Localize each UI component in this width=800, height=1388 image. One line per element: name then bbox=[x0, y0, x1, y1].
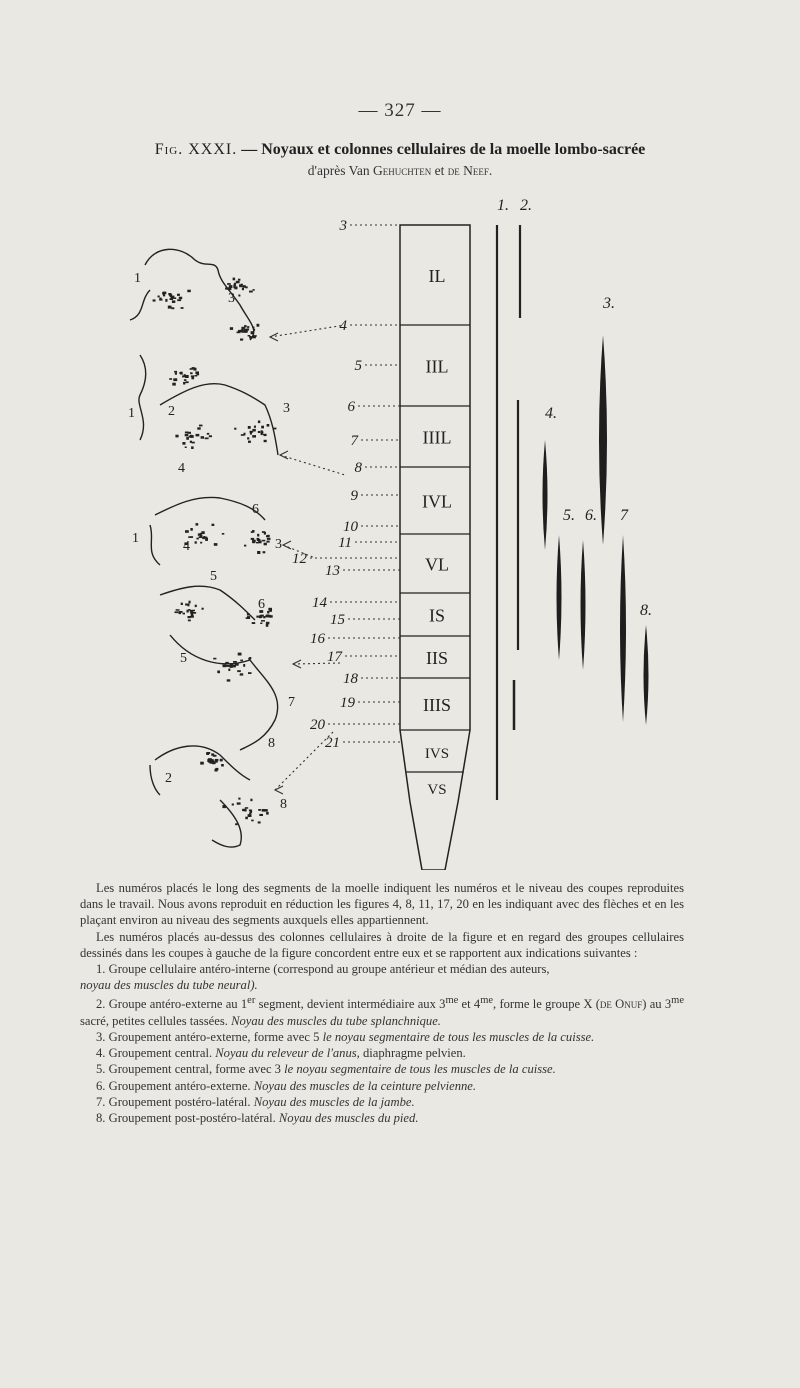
cell-speck bbox=[267, 541, 270, 543]
cell-speck bbox=[273, 428, 277, 430]
cell-speck bbox=[205, 438, 209, 440]
cell-speck bbox=[249, 810, 252, 812]
cell-speck bbox=[238, 798, 240, 800]
cell-speck bbox=[248, 426, 251, 429]
section-group-number: 8 bbox=[280, 797, 287, 812]
cell-speck bbox=[180, 611, 183, 613]
cell-speck bbox=[259, 814, 263, 816]
cell-speck bbox=[266, 535, 270, 537]
cell-speck bbox=[251, 331, 254, 334]
cell-speck bbox=[257, 534, 259, 537]
cell-speck bbox=[258, 421, 260, 424]
section-group-number: 5 bbox=[180, 651, 187, 666]
cell-speck bbox=[187, 432, 191, 434]
cell-speck bbox=[213, 755, 217, 757]
cell-speck bbox=[192, 442, 195, 444]
cell-speck bbox=[226, 665, 230, 667]
cell-speck bbox=[252, 327, 254, 329]
cell-speck bbox=[205, 538, 208, 541]
section-group-number: 3 bbox=[283, 401, 290, 416]
cell-column-6 bbox=[581, 540, 586, 670]
section-arrow bbox=[270, 325, 345, 337]
cell-speck bbox=[250, 811, 252, 813]
cell-speck bbox=[200, 535, 202, 537]
cell-speck bbox=[190, 372, 193, 374]
segment-label: VL bbox=[425, 554, 449, 575]
caption-paragraph-1: Les numéros placés le long des segments de la moelle indiquent les numéros et le niveau des coupes reproduites dans le travail. Nous avons reproduit en réduction les figures 4, 8, 11, 17, 20 en les indiquant avec des flèches et en les plaçant environ au niveau des segments auxquels elles appartiennent. bbox=[80, 881, 684, 928]
cell-speck bbox=[241, 434, 245, 436]
segment-level-numbers bbox=[292, 218, 400, 751]
section-outline bbox=[160, 384, 278, 455]
cell-speck bbox=[267, 615, 271, 617]
cell-speck bbox=[238, 653, 242, 656]
legend-item-5: 5. Groupement central, forme avec 3 le noyau segmentaire de tous les muscles de la cuisse. bbox=[96, 1062, 556, 1077]
cell-speck bbox=[168, 306, 172, 309]
segment-level-number: 14 bbox=[312, 595, 327, 611]
segment-level-number: 16 bbox=[310, 631, 325, 647]
legend-item-2: 2. Groupe antéro-externe au 1er segment, devient intermédiaire aux $3^{me}$ et $4^{me}$, forme le groupe X (de Onuf) au $3^{me}$ sacré, petites cellules tassées. Noyau des muscles du tube splanchnique. bbox=[80, 995, 684, 1028]
cell-speck bbox=[240, 660, 243, 662]
cell-speck bbox=[185, 447, 187, 449]
segment-label: IIIS bbox=[423, 695, 451, 715]
cell-column-7 bbox=[620, 535, 626, 722]
segment-level-number: 8 bbox=[354, 460, 362, 476]
cell-speck bbox=[257, 324, 260, 327]
cell-speck bbox=[172, 300, 175, 303]
cell-speck bbox=[260, 615, 262, 618]
cell-speck bbox=[195, 541, 197, 543]
section-outline bbox=[139, 355, 146, 440]
cell-speck bbox=[187, 610, 189, 613]
cell-speck bbox=[253, 289, 255, 291]
cell-speck bbox=[253, 335, 256, 338]
cell-speck bbox=[230, 665, 232, 668]
cell-speck bbox=[170, 295, 173, 297]
cell-speck bbox=[263, 434, 267, 436]
cell-speck bbox=[191, 446, 194, 449]
cell-speck bbox=[186, 381, 189, 383]
segment-label: IVL bbox=[422, 491, 452, 512]
cell-speck bbox=[193, 368, 196, 371]
section-outline bbox=[160, 586, 255, 620]
cell-speck bbox=[165, 299, 167, 302]
cell-speck bbox=[228, 669, 230, 672]
cell-group-speckles bbox=[153, 278, 277, 826]
cell-speck bbox=[175, 611, 179, 613]
segment-level-number: 11 bbox=[338, 535, 352, 551]
cell-speck bbox=[215, 769, 218, 772]
cell-speck bbox=[252, 622, 256, 624]
cell-speck bbox=[221, 764, 224, 767]
cell-speck bbox=[250, 432, 252, 434]
cell-speck bbox=[246, 328, 249, 330]
cell-speck bbox=[176, 609, 180, 611]
cell-speck bbox=[217, 671, 220, 674]
cell-speck bbox=[252, 435, 256, 438]
cell-column-8 bbox=[644, 625, 649, 725]
cell-speck bbox=[247, 613, 250, 615]
section-outline bbox=[150, 765, 160, 795]
author-de-neef: de Neef. bbox=[447, 163, 493, 178]
segment-level-number: 19 bbox=[340, 695, 355, 711]
cell-speck bbox=[225, 288, 229, 290]
cell-speck bbox=[214, 543, 218, 546]
cell-speck bbox=[184, 379, 187, 381]
cell-speck bbox=[159, 299, 162, 301]
cell-speck bbox=[175, 373, 177, 375]
cell-speck bbox=[190, 528, 192, 531]
section-outline bbox=[155, 497, 265, 520]
legend-item-1: 1. Groupe cellulaire antéro-interne (correspond au groupe antérieur et médian des auteurs, noyau des muscles du tube neural). bbox=[80, 962, 550, 993]
legend-item-6: 6. Groupement antéro-externe. Noyau des muscles de la ceinture pelvienne. bbox=[96, 1078, 477, 1093]
cell-speck bbox=[222, 533, 225, 535]
legend-item-8: 8. Groupement post-postéro-latéral. Noyau des muscles du pied. bbox=[96, 1111, 419, 1126]
section-group-number: 1 bbox=[134, 271, 141, 286]
legend-item-3: 3. Groupement antéro-externe, forme avec 5 le noyau segmentaire de tous les muscles de la cuisse. bbox=[96, 1030, 595, 1045]
cell-speck bbox=[182, 442, 185, 445]
cell-speck bbox=[266, 812, 269, 815]
cell-speck bbox=[181, 307, 184, 309]
section-group-number: 1 bbox=[128, 406, 135, 421]
cell-speck bbox=[235, 823, 237, 825]
cell-speck bbox=[237, 332, 241, 334]
cell-speck bbox=[230, 327, 233, 330]
segment-label: IIIL bbox=[422, 427, 452, 448]
cell-speck bbox=[185, 604, 189, 606]
figure-title-text: — Noyaux et colonnes cellulaires de la moelle lombo-sacrée bbox=[241, 141, 646, 158]
cell-speck bbox=[268, 608, 272, 611]
segment-label: IIL bbox=[425, 356, 449, 377]
cord-section-drawings bbox=[130, 249, 278, 847]
cell-speck bbox=[190, 435, 193, 437]
cell-speck bbox=[233, 278, 236, 281]
cell-speck bbox=[196, 538, 199, 540]
cell-speck bbox=[258, 431, 260, 433]
arrow-head bbox=[283, 541, 291, 549]
cell-speck bbox=[197, 427, 200, 429]
cell-speck bbox=[248, 672, 252, 674]
cell-speck bbox=[245, 286, 248, 288]
cell-column-5 bbox=[557, 535, 562, 660]
cell-speck bbox=[258, 821, 261, 823]
cell-speck bbox=[206, 753, 209, 755]
segment-column-outline bbox=[400, 225, 470, 870]
cell-speck bbox=[163, 294, 165, 297]
arrow-head bbox=[275, 786, 283, 794]
cell-column-number: 1. bbox=[497, 197, 509, 214]
segment-level-number: 7 bbox=[350, 433, 358, 449]
cell-speck bbox=[242, 288, 244, 290]
subtitle-and: et bbox=[434, 163, 445, 178]
cell-speck bbox=[215, 759, 218, 761]
cell-speck bbox=[262, 531, 265, 533]
segment-level-number: 21 bbox=[325, 735, 340, 751]
cell-speck bbox=[169, 378, 172, 380]
cell-speck bbox=[195, 605, 197, 607]
cell-speck bbox=[222, 805, 226, 808]
legend-item-7: 7. Groupement postéro-latéral. Noyau des muscles de la jambe. bbox=[96, 1094, 415, 1109]
cell-speck bbox=[247, 326, 249, 328]
figure-title bbox=[70, 141, 730, 159]
cell-speck bbox=[238, 295, 240, 297]
cell-column-3 bbox=[599, 335, 607, 545]
cell-speck bbox=[258, 809, 261, 811]
cell-speck bbox=[177, 294, 180, 296]
cell-speck bbox=[264, 543, 267, 546]
cell-speck bbox=[256, 616, 259, 618]
cell-speck bbox=[190, 368, 193, 370]
segment-label: IVS bbox=[424, 746, 450, 762]
cell-speck bbox=[196, 434, 200, 437]
cell-speck bbox=[264, 440, 267, 442]
cell-speck bbox=[212, 524, 215, 526]
cell-speck bbox=[252, 530, 254, 533]
cell-speck bbox=[153, 299, 156, 301]
cell-speck bbox=[186, 437, 189, 440]
cell-speck bbox=[183, 382, 185, 385]
cell-speck bbox=[253, 329, 255, 331]
cell-speck bbox=[188, 620, 191, 622]
cell-speck bbox=[171, 307, 174, 309]
cell-speck bbox=[261, 620, 265, 622]
cell-speck bbox=[267, 611, 269, 614]
legend-item-4: 4. Groupement central. Noyau du releveur de l'anus, diaphragme pelvien. bbox=[96, 1046, 466, 1061]
cell-speck bbox=[251, 820, 254, 822]
cell-speck bbox=[193, 612, 196, 614]
cell-speck bbox=[196, 523, 199, 526]
arrow-head bbox=[280, 451, 288, 459]
cell-speck bbox=[191, 615, 194, 617]
segment-level-number: 6 bbox=[347, 399, 355, 415]
caption-paragraph-2: Les numéros placés au-dessus des colonnes cellulaires à droite de la figure et en regard des groupes cellulaires dessinés dans les coupes à gauche de la figure concordent entre eux et se rapportent aux indications suivantes : bbox=[80, 929, 684, 960]
cell-column-number: 3. bbox=[603, 295, 615, 312]
cell-speck bbox=[263, 551, 266, 553]
cell-speck bbox=[200, 542, 202, 544]
section-outline bbox=[150, 525, 160, 565]
cell-speck bbox=[254, 426, 256, 428]
cell-speck bbox=[248, 658, 250, 660]
cell-speck bbox=[168, 293, 171, 295]
cell-speck bbox=[234, 428, 236, 430]
cell-speck bbox=[258, 541, 261, 544]
cell-speck bbox=[248, 814, 252, 817]
cell-speck bbox=[238, 279, 241, 281]
section-group-number: 5 bbox=[210, 569, 217, 584]
segment-level-number: 20 bbox=[310, 717, 325, 733]
cell-column-number: 4. bbox=[545, 405, 557, 422]
cell-speck bbox=[245, 807, 248, 809]
cell-columns bbox=[497, 197, 652, 800]
segment-column bbox=[400, 225, 470, 870]
cell-column-number: 2. bbox=[520, 197, 532, 214]
cell-column-number: 8. bbox=[640, 602, 652, 619]
cell-column-4 bbox=[543, 440, 548, 550]
segment-label: IIS bbox=[426, 648, 448, 668]
cell-speck bbox=[223, 665, 227, 668]
segment-level-number: 3 bbox=[339, 218, 347, 234]
segment-level-number: 17 bbox=[327, 649, 342, 665]
cell-speck bbox=[187, 290, 191, 293]
segment-level-number: 5 bbox=[354, 358, 362, 374]
cell-column-number: 5. bbox=[563, 507, 575, 524]
cell-column-number: 6. bbox=[585, 507, 597, 524]
cell-column-number: 7 bbox=[620, 507, 628, 524]
cell-speck bbox=[220, 759, 223, 762]
cell-speck bbox=[246, 617, 249, 619]
cell-speck bbox=[191, 614, 193, 616]
cell-speck bbox=[173, 378, 177, 381]
cell-speck bbox=[250, 799, 252, 802]
subtitle-prefix: d'après Van bbox=[307, 163, 370, 178]
cell-speck bbox=[213, 658, 216, 660]
cell-speck bbox=[245, 330, 247, 333]
author-gehuchten: Gehuchten bbox=[372, 163, 432, 178]
section-group-number: 1 bbox=[132, 531, 139, 546]
cell-speck bbox=[245, 817, 248, 820]
cell-speck bbox=[249, 291, 253, 293]
cell-speck bbox=[185, 375, 189, 378]
cell-speck bbox=[188, 536, 191, 538]
cell-speck bbox=[244, 545, 246, 547]
segment-level-number: 10 bbox=[343, 519, 358, 535]
cell-speck bbox=[202, 608, 204, 610]
cell-speck bbox=[245, 809, 247, 812]
section-group-number: 3 bbox=[275, 537, 282, 552]
cell-speck bbox=[241, 329, 244, 331]
cell-speck bbox=[248, 441, 251, 443]
cell-speck bbox=[261, 426, 264, 429]
cell-speck bbox=[267, 538, 271, 540]
cell-speck bbox=[181, 603, 183, 605]
cell-speck bbox=[200, 762, 204, 765]
cell-speck bbox=[266, 622, 270, 625]
cell-speck bbox=[190, 441, 192, 443]
cell-speck bbox=[191, 375, 194, 377]
section-group-number: 6 bbox=[252, 502, 259, 517]
figure-caption bbox=[80, 880, 684, 1126]
cell-speck bbox=[173, 297, 176, 299]
cell-speck bbox=[189, 601, 191, 604]
cell-speck bbox=[174, 371, 177, 373]
cell-speck bbox=[163, 292, 167, 295]
cell-speck bbox=[233, 661, 237, 663]
segment-label: VS bbox=[427, 782, 447, 798]
cell-speck bbox=[240, 674, 242, 676]
cell-speck bbox=[233, 284, 235, 287]
cell-speck bbox=[236, 281, 240, 284]
cell-speck bbox=[237, 802, 241, 804]
section-group-number: 7 bbox=[288, 695, 295, 710]
cell-speck bbox=[262, 540, 266, 542]
cell-speck bbox=[243, 664, 245, 667]
section-group-number: 4 bbox=[183, 539, 190, 554]
cell-speck bbox=[235, 663, 239, 666]
segment-level-number: 4 bbox=[339, 318, 347, 334]
section-outline bbox=[130, 290, 150, 320]
spinal-cord-figure bbox=[100, 190, 700, 870]
segment-label: IS bbox=[428, 605, 446, 626]
section-arrow bbox=[280, 455, 345, 475]
cell-speck bbox=[239, 284, 242, 286]
cell-speck bbox=[185, 530, 189, 533]
cell-speck bbox=[225, 662, 229, 665]
cell-speck bbox=[209, 435, 212, 437]
segment-level-number: 15 bbox=[330, 612, 345, 628]
segment-level-number: 9 bbox=[350, 488, 358, 504]
cell-speck bbox=[232, 804, 234, 806]
page-number: — 327 — bbox=[358, 100, 442, 121]
section-group-labels bbox=[128, 271, 295, 812]
cell-speck bbox=[252, 540, 255, 543]
cell-speck bbox=[266, 624, 269, 627]
section-group-number: 6 bbox=[258, 597, 265, 612]
section-outline bbox=[145, 249, 254, 340]
cell-speck bbox=[251, 538, 255, 540]
cell-speck bbox=[158, 296, 160, 298]
section-group-number: 3 bbox=[228, 291, 235, 306]
cell-speck bbox=[264, 809, 268, 812]
section-group-number: 2 bbox=[168, 404, 175, 419]
cell-speck bbox=[242, 331, 245, 333]
cell-speck bbox=[175, 435, 178, 438]
cell-speck bbox=[242, 809, 245, 811]
segment-label: IL bbox=[428, 266, 446, 286]
cell-speck bbox=[207, 433, 210, 435]
cell-speck bbox=[260, 623, 262, 625]
cell-speck bbox=[183, 613, 186, 615]
cell-speck bbox=[179, 297, 182, 300]
cell-speck bbox=[172, 383, 176, 386]
cell-speck bbox=[199, 425, 203, 427]
cell-speck bbox=[188, 616, 191, 618]
cell-speck bbox=[227, 679, 231, 681]
cell-speck bbox=[257, 551, 260, 554]
cell-speck bbox=[180, 372, 183, 375]
cell-speck bbox=[261, 433, 263, 435]
section-group-number: 8 bbox=[268, 736, 275, 751]
cell-speck bbox=[227, 283, 231, 285]
cell-speck bbox=[194, 375, 197, 377]
figure-subtitle bbox=[0, 163, 800, 179]
section-group-number: 2 bbox=[165, 771, 172, 786]
cell-speck bbox=[257, 538, 260, 540]
cell-speck bbox=[249, 336, 252, 339]
cell-speck bbox=[267, 424, 270, 427]
section-group-number: 4 bbox=[178, 461, 185, 476]
cell-speck bbox=[244, 325, 247, 327]
cell-speck bbox=[201, 436, 204, 439]
segment-level-number: 13 bbox=[325, 563, 340, 579]
cell-speck bbox=[170, 298, 174, 300]
cell-speck bbox=[210, 760, 214, 762]
segment-level-number: 18 bbox=[343, 671, 358, 687]
cell-speck bbox=[237, 670, 241, 672]
cell-speck bbox=[177, 299, 181, 301]
arrow-head bbox=[270, 333, 278, 341]
cell-speck bbox=[185, 434, 189, 437]
segment-level-number: 12 bbox=[292, 551, 307, 567]
cell-speck bbox=[247, 437, 249, 439]
cell-speck bbox=[240, 339, 243, 341]
cell-speck bbox=[229, 285, 233, 288]
figure-label: Fig. XXXI. bbox=[154, 141, 238, 158]
